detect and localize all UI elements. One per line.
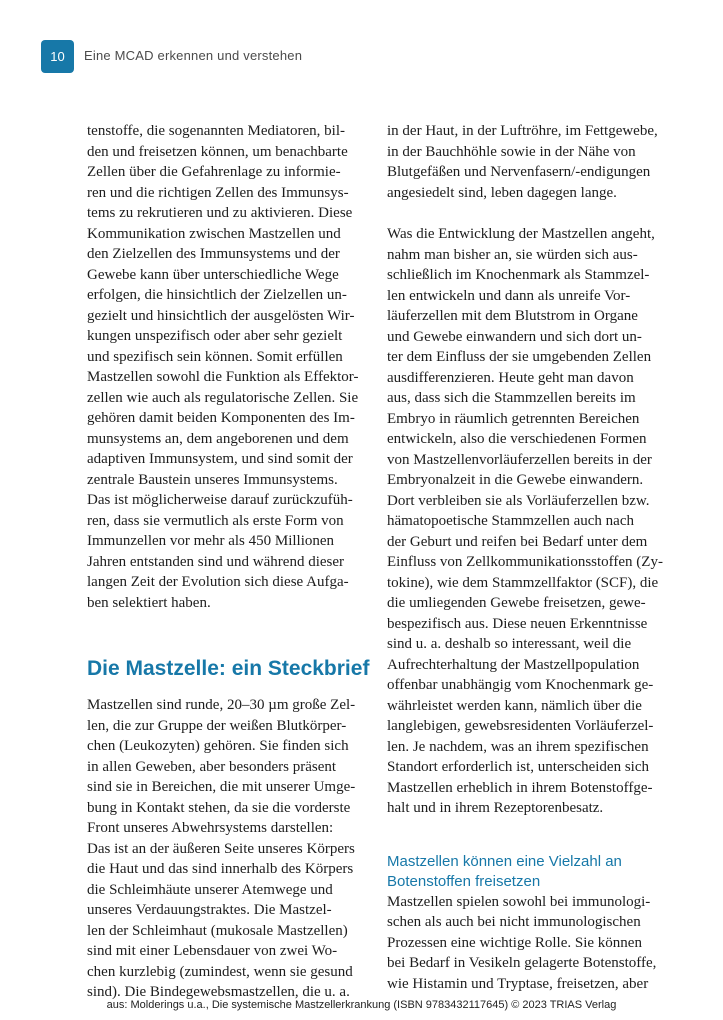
- left-column: [87, 121, 370, 1003]
- text-line: wie Histamin und Tryptase, freisetzen, aber: [387, 975, 649, 992]
- text-line: ausdifferenzieren. Heute geht man davon: [387, 369, 634, 386]
- running-title: Eine MCAD erkennen und verstehen: [84, 48, 303, 63]
- right-column: [387, 121, 663, 994]
- text-line: gezielt und hinsichtlich der ausgelösten Wir-: [87, 307, 355, 324]
- text-line: len, die zur Gruppe der weißen Blutkörper-: [87, 717, 347, 734]
- right-paragraph-3: [387, 892, 657, 995]
- text-line: len. Je nachdem, was an ihrem spezifischen: [387, 738, 649, 755]
- text-line: ter dem Einfluss der sie umgebenden Zellen: [387, 349, 652, 365]
- spacer: [387, 203, 653, 224]
- text-line: Mastzellen können eine Vielzahl an: [387, 852, 622, 870]
- text-line: von Mastzellenvorläuferzellen bereits in der: [387, 451, 652, 468]
- section-heading: Die Mastzelle: ein Steckbrief: [87, 657, 370, 680]
- text-line: der Geburt und reifen bei Bedarf unter dem: [387, 533, 648, 550]
- text-line: langlebigen, gewebsresidenten Vorläuferzel-: [387, 718, 654, 734]
- text-line: Embryonalzeit in die Gewebe einwandern.: [387, 472, 644, 488]
- text-line: munsystems an, dem angeborenen und dem: [87, 430, 349, 447]
- text-line: unseres Verdauungstraktes. Die Mastzel-: [87, 902, 332, 918]
- right-paragraph-1: [387, 121, 658, 203]
- text-line: die umliegenden Gewebe freisetzen, gewe-: [387, 595, 646, 611]
- page-number: 10: [50, 49, 65, 64]
- text-line: chen (Leukozyten) gehören. Sie finden sich: [87, 738, 349, 754]
- right-paragraph-2: [387, 224, 663, 819]
- text-line: Mastzellen sowohl die Funktion als Effektor-: [87, 369, 359, 385]
- text-line: zellen wie auch als regulatorische Zellen. Sie: [87, 389, 359, 406]
- text-line: Einfluss von Zellkommunikationsstoffen (Zy-: [387, 554, 663, 570]
- text-line: Botenstoffen freisetzen: [387, 872, 541, 890]
- text-line: len entwickeln und dann als unreife Vor-: [387, 287, 631, 304]
- text-line: Prozessen eine wichtige Rolle. Sie können: [387, 934, 642, 951]
- text-line: aus, dass sich die Stammzellen bereits im: [387, 390, 636, 406]
- text-line: schließlich im Knochenmark als Stammzel-: [387, 267, 650, 283]
- text-line: sind). Die Bindegewebsmastzellen, die u. a.: [87, 984, 350, 1000]
- text-line: Embryo in räumlich getrennten Bereichen: [387, 410, 640, 427]
- text-line: bei Bedarf in Vesikeln gelagerte Botenstoffe,: [387, 955, 657, 971]
- text-line: adaptiven Immunsystem, und sind somit der: [87, 451, 353, 467]
- text-line: kungen unspezifisch oder aber sehr gezielt: [87, 328, 343, 344]
- text-line: bung in Kontakt stehen, da sie die vorderste: [87, 799, 351, 816]
- text-line: Kommunikation zwischen Mastzellen und: [87, 225, 341, 242]
- text-line: sind sie in Bereichen, die mit unserer Umge-: [87, 779, 356, 795]
- text-line: Immunzellen vor mehr als 450 Millionen: [87, 533, 335, 549]
- text-line: ren und die richtigen Zellen des Immunsys-: [87, 184, 349, 201]
- text-line: tems zu rekrutieren und zu aktivieren. Diese: [87, 205, 353, 221]
- text-line: die Schleimhäute unserer Atemwege und: [87, 881, 333, 898]
- text-line: nahm man bisher an, sie würden sich aus-: [387, 246, 638, 263]
- footer-credit: aus: Molderings u.a., Die systemische Mastzellerkrankung (ISBN 9783432117645) © 2023 TRIAS Verlag: [106, 999, 617, 1011]
- text-line: Aufrechterhaltung der Mastzellpopulation: [387, 656, 640, 673]
- text-line: und spezifisch sein können. Somit erfüllen: [87, 348, 343, 365]
- text-line: zentrale Baustein unseres Immunsystems.: [87, 471, 338, 488]
- text-line: schen als auch bei nicht immunologischen: [387, 914, 641, 930]
- text-line: in der Haut, in der Luftröhre, im Fettgewebe,: [387, 123, 658, 139]
- text-line: langen Zeit der Evolution sich diese Aufga-: [87, 574, 349, 590]
- text-line: tokine), wie dem Stammzellfaktor (SCF), die: [387, 574, 659, 591]
- left-paragraph-1: [87, 121, 359, 613]
- spacer: [87, 682, 353, 695]
- text-line: Das ist möglicherweise darauf zurückzufüh-: [87, 492, 353, 508]
- text-line: Mastzellen sind runde, 20–30 µm große Zel-: [87, 697, 356, 713]
- text-line: Jahren entstanden sind und während dieser: [87, 553, 345, 570]
- text-line: offenbar unabhängig vom Knochenmark ge-: [387, 677, 654, 693]
- spacer: [387, 819, 653, 852]
- text-line: Gewebe kann über unterschiedliche Wege: [87, 266, 339, 283]
- text-line: halt und in ihrem Rezeptorenbesatz.: [387, 800, 604, 816]
- text-line: den Zielzellen des Immunsystems und der: [87, 246, 340, 262]
- text-line: Dort verbleiben sie als Vorläuferzellen bzw.: [387, 492, 650, 509]
- text-line: Blutgefäßen und Nervenfasern/-endigungen: [387, 164, 651, 180]
- text-line: gehören damit beiden Komponenten des Im-: [87, 410, 355, 426]
- text-line: hämatopoetische Stammzellen auch nach: [387, 513, 634, 529]
- text-line: Standort erforderlich ist, unterscheiden sich: [387, 759, 650, 775]
- text-line: ren, dass sie vermutlich als erste Form von: [87, 512, 344, 529]
- text-line: ben selektiert haben.: [87, 594, 211, 611]
- text-line: währleistet werden kann, nämlich über die: [387, 697, 642, 714]
- text-line: angesiedelt sind, leben dagegen lange.: [387, 184, 617, 201]
- text-line: in der Bauchhöhle sowie in der Nähe von: [387, 143, 636, 160]
- text-line: tenstoffe, die sogenannten Mediatoren, bil-: [87, 123, 345, 139]
- text-line: Das ist an der äußeren Seite unseres Körpers: [87, 840, 355, 857]
- text-line: erfolgen, die hinsichtlich der Zielzellen un-: [87, 287, 347, 303]
- subsection-heading: [387, 852, 653, 892]
- text-line: sind mit einer Lebensdauer von zwei Wo-: [87, 943, 338, 959]
- text-line: die Haut und das sind innerhalb des Körpers: [87, 861, 354, 877]
- text-line: Mastzellen erheblich in ihrem Botenstoffge-: [387, 779, 653, 796]
- text-line: in allen Geweben, aber besonders präsent: [87, 758, 337, 775]
- page-number-badge: [41, 40, 74, 73]
- text-line: chen kurzlebig (zumindest, wenn sie gesund: [87, 963, 353, 980]
- spacer: [87, 613, 353, 656]
- text-line: und Gewebe einwandern und sich dort un-: [387, 328, 642, 345]
- text-line: entwickeln, also die verschiedenen Formen: [387, 431, 647, 447]
- text-line: Mastzellen spielen sowohl bei immunologi-: [387, 893, 651, 910]
- text-line: läuferzellen mit dem Blutstrom in Organe: [387, 308, 638, 324]
- left-paragraph-2: [87, 695, 356, 1003]
- text-line: Zellen über die Gefahrenlage zu informie-: [87, 164, 341, 180]
- text-line: Front unseres Abwehrsystems darstellen:: [87, 820, 334, 836]
- text-line: sind u. a. deshalb so interessant, weil die: [387, 636, 632, 652]
- text-line: den und freisetzen können, um benachbarte: [87, 143, 348, 160]
- text-line: Was die Entwicklung der Mastzellen angeht,: [387, 226, 655, 242]
- text-line: bespezifisch aus. Diese neuen Erkenntnisse: [387, 615, 648, 632]
- text-line: len der Schleimhaut (mukosale Mastzellen): [87, 922, 348, 939]
